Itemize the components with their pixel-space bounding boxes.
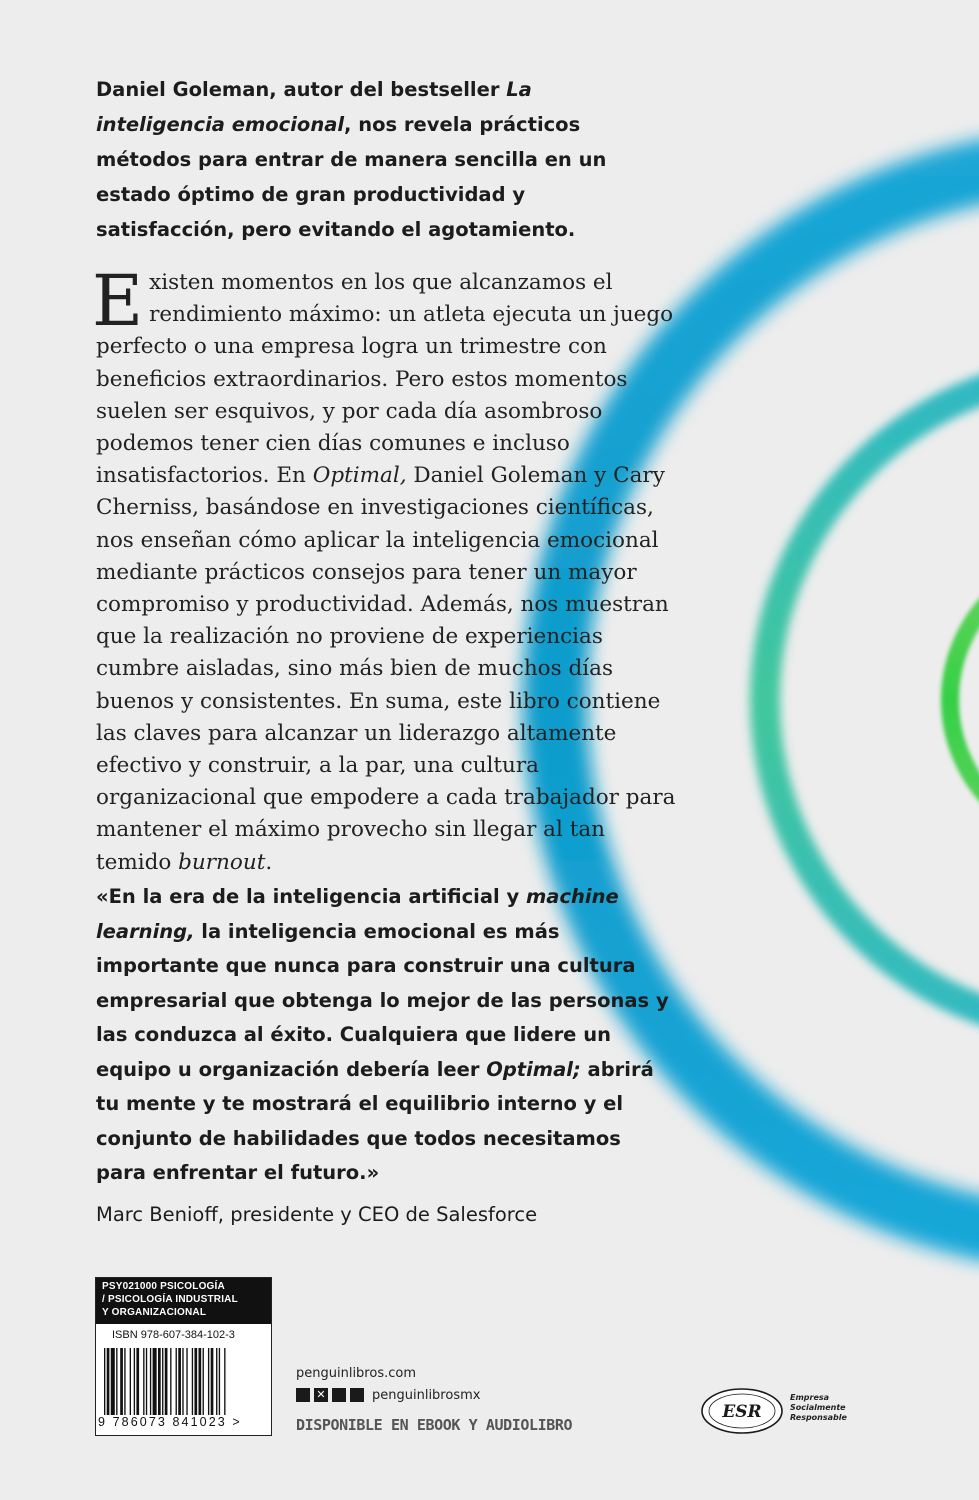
publisher-website[interactable]: penguinlibros.com (296, 1366, 416, 1381)
barcode-bar (153, 1348, 157, 1420)
isbn-number: ISBN 978-607-384-102-3 (112, 1329, 235, 1341)
barcode-bar (219, 1348, 220, 1420)
barcode-bar (224, 1348, 225, 1420)
barcode-bar (216, 1348, 217, 1420)
barcode-bar (158, 1348, 161, 1420)
barcode-bar (120, 1348, 123, 1420)
barcode-bar (130, 1348, 131, 1420)
availability-note: DISPONIBLE EN EBOOK Y AUDIOLIBRO (296, 1416, 573, 1434)
barcode-bar (146, 1348, 147, 1420)
barcode-bar (208, 1348, 209, 1420)
social-links (296, 1386, 480, 1404)
barcode-bar (203, 1348, 204, 1420)
book-title: La inteligencia emocional (96, 78, 532, 136)
burnout-term: burnout (178, 849, 266, 875)
isbn-barcode-block (95, 1277, 272, 1436)
barcode-bar (107, 1348, 110, 1420)
barcode-bar (162, 1348, 163, 1420)
barcode-bar (124, 1348, 125, 1420)
barcode (100, 1348, 266, 1420)
barcode-bar (136, 1348, 139, 1420)
barcode-bar (182, 1348, 183, 1420)
barcode-bar (150, 1348, 151, 1420)
optimal-title: Optimal, (312, 463, 407, 489)
barcode-bar (170, 1348, 171, 1420)
barcode-bar (143, 1348, 144, 1420)
esr-badge-icon (700, 1386, 784, 1436)
instagram-icon[interactable] (296, 1388, 310, 1402)
esr-badge-text: ESR (722, 1402, 762, 1422)
barcode-bar (116, 1348, 117, 1420)
barcode-bar (194, 1348, 197, 1420)
barcode-bar (176, 1348, 177, 1420)
synopsis-paragraph: Existen momentos en los que alcanzamos el rendimiento máximo: un atleta ejecuta un juego perfecto o una empresa logra un trimestre con beneficios extraordinarios. Pero estos momentos suelen ser esquivos, y por cada día asombroso podemos tener cien días comunes e incluso insatisfactorios. En Optimal, Daniel Goleman y Cary Cherniss, basándose en investigaciones científicas, nos enseñan cómo aplicar la inteligencia emocional mediante prácticos consejos para tener un mayor compromiso y productividad. Además, nos muestran que la realización no proviene de experiencias cumbre aisladas, sino más bien de muchos días buenos y consistentes. En suma, este libro contiene las claves para alcanzar un liderazgo altamente efectivo y construir, a la par, una cultura organizacional que empodere a cada trabajador para mantener el máximo provecho sin llegar al tan temido burnout. (92, 260, 676, 875)
esr-text: Empresa Socialmente Responsable (790, 1393, 847, 1422)
barcode-bar (192, 1348, 193, 1420)
category-label: PSY021000 PSICOLOGÍA / PSICOLOGÍA INDUSTRIAL Y ORGANIZACIONAL (96, 1278, 271, 1324)
youtube-icon[interactable] (350, 1388, 364, 1402)
barcode-bar (165, 1348, 168, 1420)
barcode-bar (134, 1348, 135, 1420)
barcode-bar (199, 1348, 202, 1420)
x-icon[interactable]: ✕ (314, 1388, 328, 1402)
barcode-bar (104, 1348, 105, 1420)
quote-attribution: Marc Benioff, presidente y CEO de Salesforce (96, 1203, 538, 1226)
esr-logo (700, 1386, 860, 1436)
barcode-digits: 9 786073 841023 > (98, 1415, 242, 1429)
intro-paragraph: Daniel Goleman, autor del bestseller La inteligencia emocional, nos revela prácticos métodos para entrar de manera sencilla en un estado óptimo de gran productividad y satisfacción, pero evitando el agotamiento. (96, 78, 607, 241)
drop-cap: E (92, 260, 144, 342)
barcode-bar (211, 1348, 214, 1420)
barcode-bar (178, 1348, 181, 1420)
facebook-icon[interactable] (332, 1388, 346, 1402)
barcode-bar (186, 1348, 187, 1420)
endorsement-quote: «En la era de la inteligencia artificial y machine learning, la inteligencia emocional es más importante que nunca para construir una cultura empresarial que obtenga lo mejor de las personas y las conduzca al éxito. Cualquiera que lidere un equipo u organización debería leer Optimal; abrirá tu mente y te mostrará el equilibrio interno y el conjunto de habilidades que todos necesitamos para enfrentar el futuro.» (96, 885, 669, 1184)
social-handle[interactable]: penguinlibrosmx (372, 1387, 481, 1403)
barcode-bar (111, 1348, 115, 1420)
